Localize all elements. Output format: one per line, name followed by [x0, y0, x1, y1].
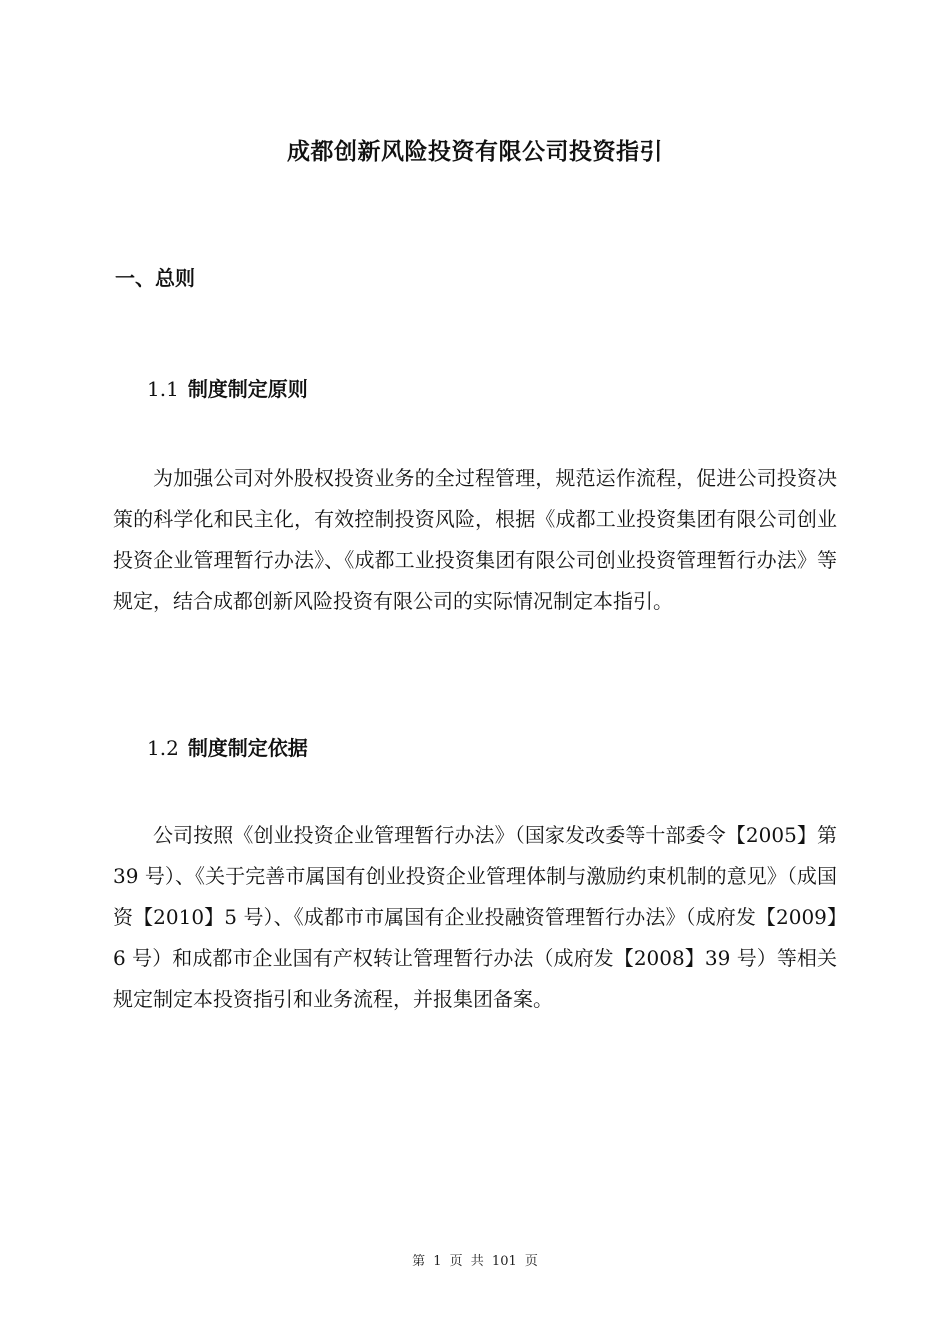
subsection-number: 1.2	[147, 736, 179, 760]
page-footer: 第 1 页 共 101 页	[412, 1254, 538, 1269]
subsection-title: 制度制定依据	[187, 736, 308, 760]
section-heading-general: 一、总则	[115, 266, 195, 290]
subsection-heading-basis	[147, 730, 308, 766]
subsection-number: 1.1	[147, 377, 179, 401]
document-title: 成都创新风险投资有限公司投资指引	[287, 139, 663, 165]
paragraph-principles: 为加强公司对外股权投资业务的全过程管理，规范运作流程，促进公司投资决策的科学化和民主化，有效控制投资风险，根据《成都工业投资集团有限公司创业投资企业管理暂行办法》、《成都工业投资集团有限公司创业投资管理暂行办法》等规定，结合成都创新风险投资有限公司的实际情况制定本指引。	[113, 466, 837, 613]
subsection-heading-principles	[147, 371, 308, 407]
subsection-title: 制度制定原则	[187, 377, 308, 401]
paragraph-basis: 公司按照《创业投资企业管理暂行办法》（国家发改委等十部委令【2005】第 39 号）、《关于完善市属国有创业投资企业管理体制与激励约束机制的意见》（成国资【2010】5 号）、《成都市市属国有企业投融资管理暂行办法》（成府发【2009】6 号）和成都市企业国有产权转让管理暂行办法（成府发【2008】39 号）等相关规定制定本投资指引和业务流程，并报集团备案。	[113, 823, 837, 1011]
